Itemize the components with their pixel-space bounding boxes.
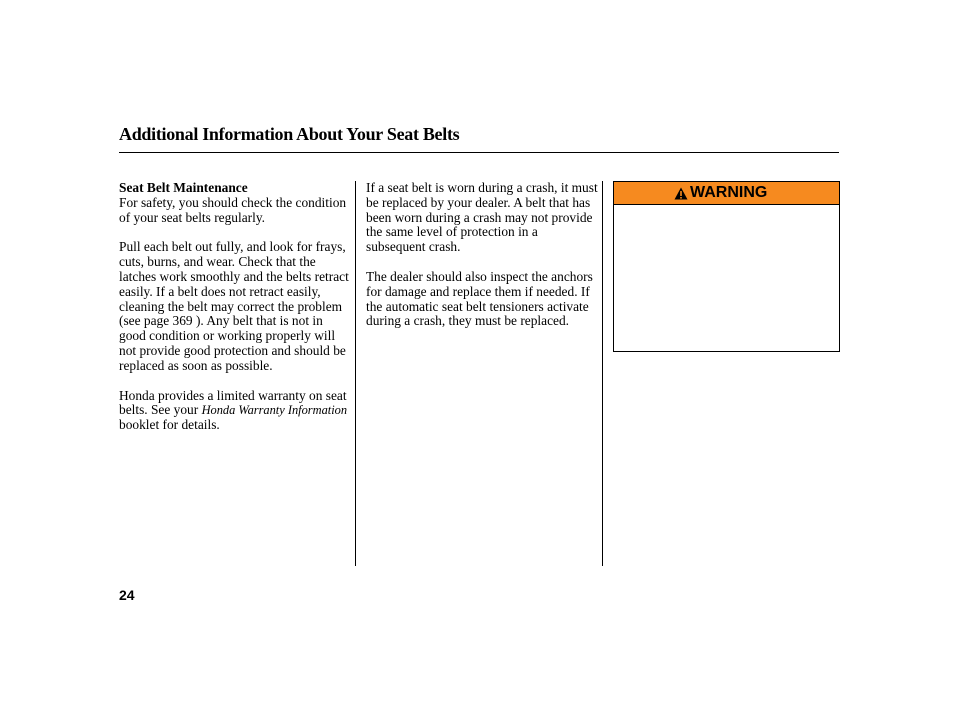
crash-replacement-paragraph: If a seat belt is worn during a crash, it must be replaced by your dealer. A belt that has been worn during a crash may not provide the same level of protection in a subsequent crash. [366,180,598,255]
column-divider-1 [355,181,356,566]
warranty-booklet-title: Honda Warranty Information [201,403,348,418]
maintenance-text-1: For safety, you should check the condition of your seat belts regularly. [119,194,347,225]
warranty-text-b: booklet for details. [119,417,220,433]
column-2 [366,181,598,344]
column-divider-2 [602,181,603,566]
warning-triangle-icon [674,187,688,200]
warning-box [613,181,840,352]
warranty-text-a: Honda provides a limited warranty on seat belts. See your [119,387,347,418]
page-reference-link[interactable]: 369 [172,313,193,329]
title-rule [119,152,839,153]
maintenance-text-2b: ). Any belt that is not in good condition or working properly will not provide good protection and should be replaced as soon as possible. [119,313,346,373]
page-title: Additional Information About Your Seat Belts [119,124,460,144]
maintenance-text-2a: Pull each belt out fully, and look for frays, cuts, burns, and wear. Check that the latches work smoothly and the belts retract easily. If a belt does not retract easily, cleaning the belt may correct the problem (see page [119,239,349,329]
maintenance-paragraph-1 [119,181,351,225]
warranty-paragraph [119,389,351,433]
dealer-inspection-paragraph: The dealer should also inspect the anchors for damage and replace them if needed. If the automatic seat belt tensioners activate during a crash, they must be replaced. [366,268,593,329]
warning-label: WARNING [690,184,768,201]
section-subheading: Seat Belt Maintenance [119,180,248,195]
column-1 [119,181,351,448]
page-number: 24 [119,587,135,603]
warning-header [614,182,839,205]
maintenance-paragraph-2 [119,240,351,373]
